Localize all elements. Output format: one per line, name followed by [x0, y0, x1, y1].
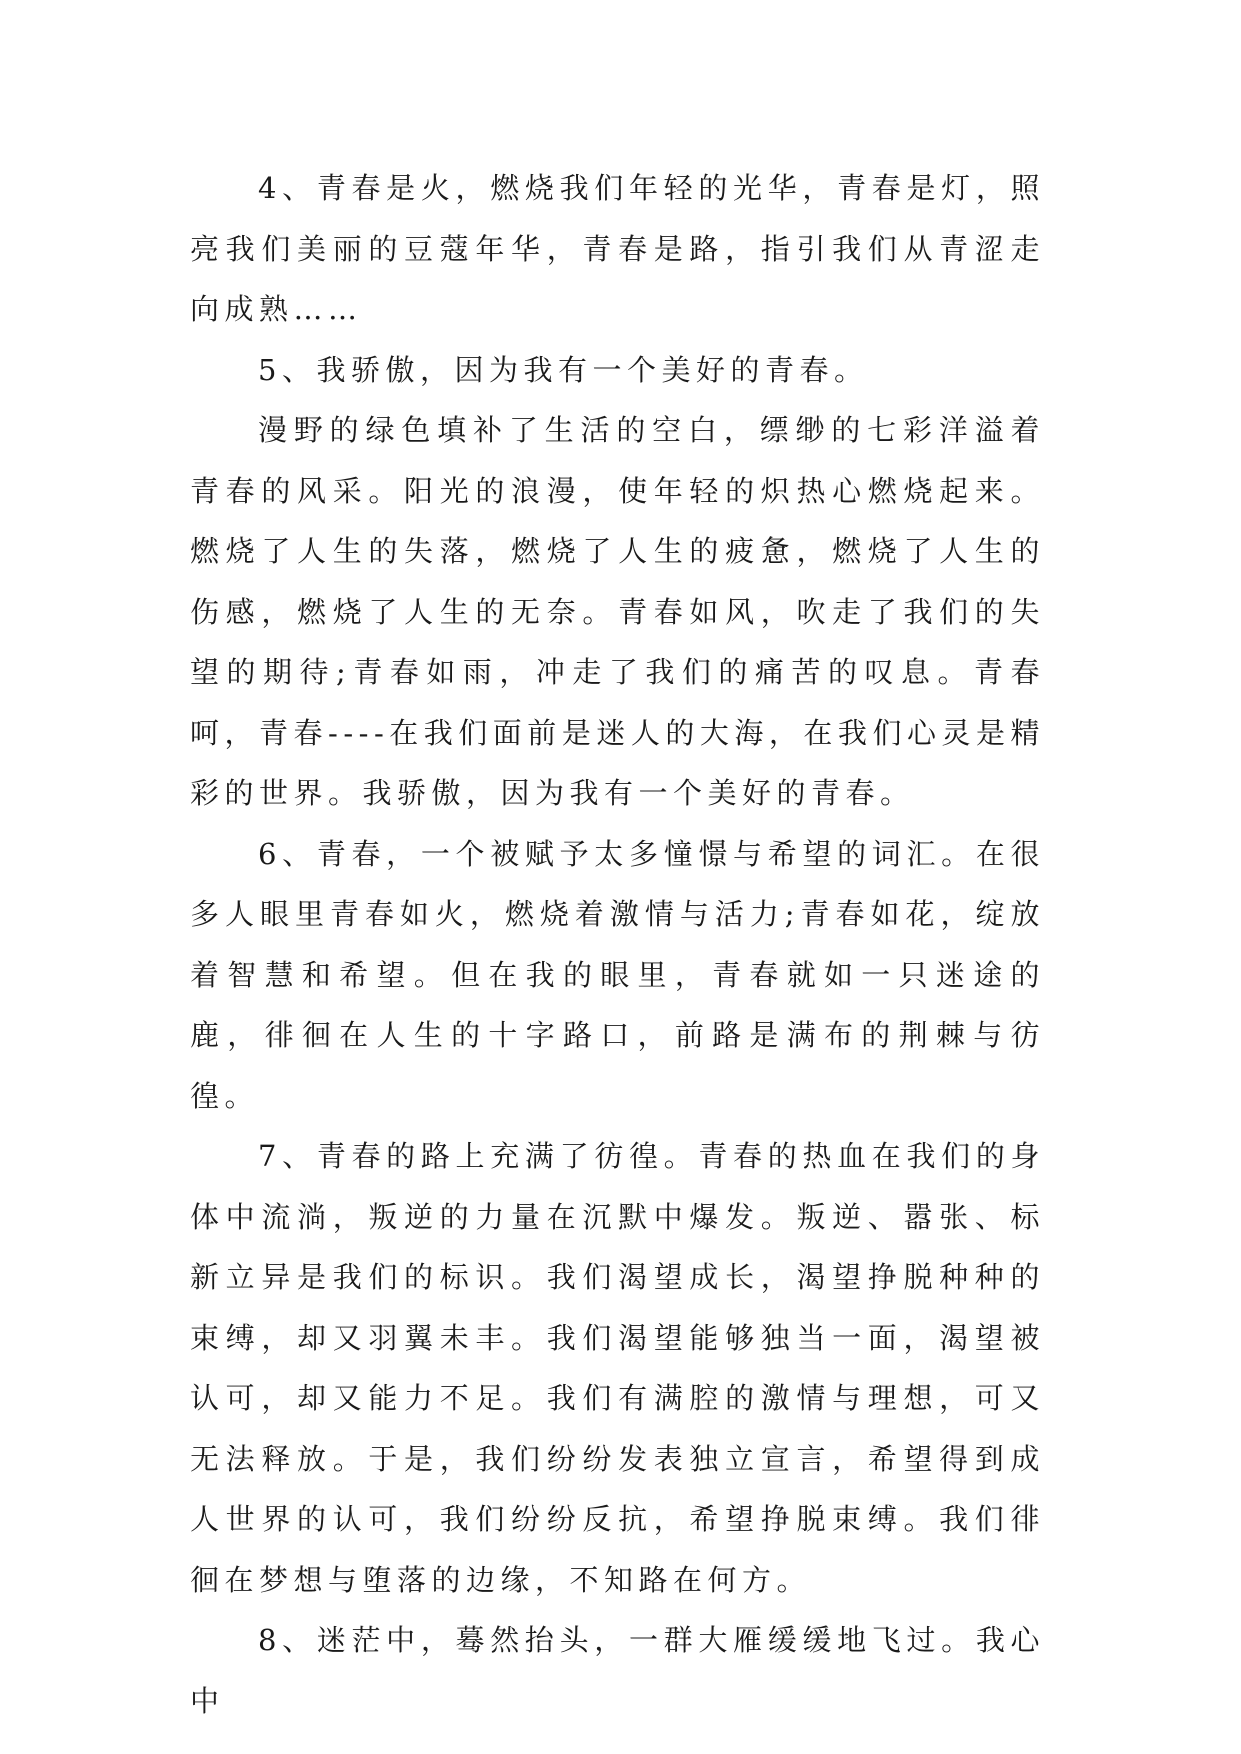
- paragraph-4: 4、青春是火，燃烧我们年轻的光华，青春是灯，照亮我们美丽的豆蔻年华，青春是路，指引我们从青涩走向成熟……: [190, 171, 1045, 326]
- paragraph-6: 6、青春，一个被赋予太多憧憬与希望的词汇。在很多人眼里青春如火，燃烧着激情与活力;青春如花，绽放着智慧和希望。但在我的眼里，青春就如一只迷途的鹿，徘徊在人生的十字路口，前路是满布的荆棘与彷徨。: [190, 836, 1045, 1113]
- paragraph-7: 7、青春的路上充满了彷徨。青春的热血在我们的身体中流淌，叛逆的力量在沉默中爆发。叛逆、嚣张、标新立异是我们的标识。我们渴望成长，渴望挣脱种种的束缚，却又羽翼未丰。我们渴望能够独当一面，渴望被认可，却又能力不足。我们有满腔的激情与理想，可又无法释放。于是，我们纷纷发表独立宣言，希望得到成人世界的认可，我们纷纷反抗，希望挣脱束缚。我们徘徊在梦想与堕落的边缘，不知路在何方。: [190, 1139, 1045, 1597]
- paragraph-5-body: 漫野的绿色填补了生活的空白，缥缈的七彩洋溢着青春的风采。阳光的浪漫，使年轻的炽热心燃烧起来。燃烧了人生的失落，燃烧了人生的疲惫，燃烧了人生的伤感，燃烧了人生的无奈。青春如风，吹走了我们的失望的期待;青春如雨，冲走了我们的痛苦的叹息。青春呵，青春----在我们面前是迷人的大海，在我们心灵是精彩的世界。我骄傲，因为我有一个美好的青春。: [190, 413, 1045, 810]
- paragraph-8: 8、迷茫中，蓦然抬头，一群大雁缓缓地飞过。我心中: [190, 1623, 1045, 1718]
- paragraph-5: 5、我骄傲，因为我有一个美好的青春。: [258, 352, 869, 387]
- document-body: [190, 158, 1045, 1731]
